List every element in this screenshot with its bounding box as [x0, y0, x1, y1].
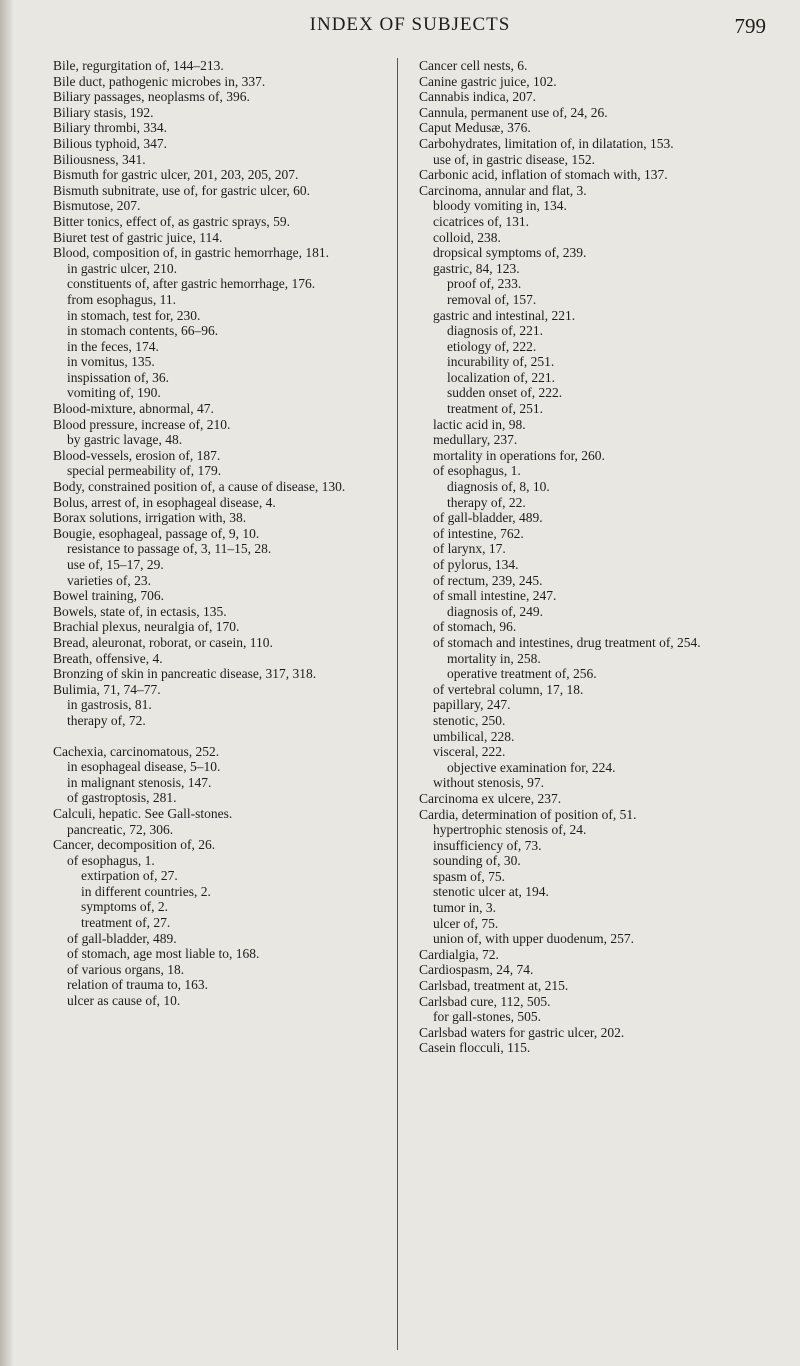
index-subentry: of gastroptosis, 281.: [67, 790, 177, 806]
index-subentry: for gall-stones, 505.: [433, 1009, 541, 1025]
index-entry: Caput Medusæ, 376.: [419, 120, 531, 136]
index-entry: Carcinoma, annular and flat, 3.: [419, 182, 587, 198]
index-entry: Bilious typhoid, 347.: [53, 135, 168, 151]
index-entry: Bismuth for gastric ulcer, 201, 203, 205, 207.: [53, 167, 299, 183]
index-subentry: from esophagus, 11.: [67, 291, 176, 307]
index-subentry: objective examination for, 224.: [447, 759, 616, 775]
section-gap: [53, 729, 388, 744]
index-subentry: constituents of, after gastric hemorrhage, 176.: [67, 276, 316, 292]
index-subentry: sudden onset of, 222.: [447, 385, 563, 401]
index-entry: Casein flocculi, 115.: [419, 1040, 531, 1056]
index-subentry: use of, in gastric disease, 152.: [433, 151, 595, 167]
index-entry: Bread, aleuronat, roborat, or casein, 110.: [53, 634, 273, 650]
index-subentry: sounding of, 30.: [433, 853, 521, 869]
index-subentry: diagnosis of, 221.: [447, 323, 543, 339]
index-entry: Cardia, determination of position of, 51.: [419, 806, 637, 822]
index-entry: Bulimia, 71, 74–77.: [53, 681, 161, 697]
index-subentry: spasm of, 75.: [433, 868, 505, 884]
index-subentry: gastric, 84, 123.: [433, 260, 520, 276]
index-subentry: relation of trauma to, 163.: [67, 977, 208, 993]
index-subentry: papillary, 247.: [433, 697, 511, 713]
index-subentry: in gastric ulcer, 210.: [67, 260, 178, 276]
index-entry: Breath, offensive, 4.: [53, 650, 163, 666]
index-entry: Bowel training, 706.: [53, 588, 164, 604]
index-entry: Cannabis indica, 207.: [419, 89, 536, 105]
index-entry: Biliary stasis, 192.: [53, 104, 154, 120]
index-entry: Blood pressure, increase of, 210.: [53, 416, 231, 432]
index-subentry: hypertrophic stenosis of, 24.: [433, 822, 587, 838]
index-subentry: treatment of, 251.: [447, 401, 543, 417]
index-entry: Cancer cell nests, 6.: [419, 58, 528, 73]
index-entry: Biliousness, 341.: [53, 151, 146, 167]
index-subentry: medullary, 237.: [433, 432, 518, 448]
index-entry: Cardialgia, 72.: [419, 946, 499, 962]
index-subentry: colloid, 238.: [433, 229, 501, 245]
index-subentry: diagnosis of, 249.: [447, 603, 543, 619]
index-entry: Bile duct, pathogenic microbes in, 337.: [53, 73, 266, 89]
index-subentry: cicatrices of, 131.: [433, 213, 529, 229]
index-subentry: ulcer as cause of, 10.: [67, 993, 181, 1009]
index-entry: Bismuth subnitrate, use of, for gastric ulcer, 60.: [53, 182, 311, 198]
index-entry: Cannula, permanent use of, 24, 26.: [419, 104, 608, 120]
index-subentry: in the feces, 174.: [67, 338, 159, 354]
index-subentry: bloody vomiting in, 134.: [433, 198, 567, 214]
index-subentry: in stomach, test for, 230.: [67, 307, 201, 323]
index-subentry: visceral, 222.: [433, 744, 506, 760]
index-entry: Cardiospasm, 24, 74.: [419, 962, 534, 978]
index-subentry: therapy of, 72.: [67, 712, 146, 728]
index-subentry: inspissation of, 36.: [67, 369, 170, 385]
index-entry: Bismutose, 207.: [53, 198, 141, 214]
index-subentry: without stenosis, 97.: [433, 775, 545, 791]
index-subentry: of small intestine, 247.: [433, 588, 557, 604]
index-subentry: in stomach contents, 66–96.: [67, 323, 219, 339]
index-subentry: mortality in operations for, 260.: [433, 447, 605, 463]
index-subentry: varieties of, 23.: [67, 572, 151, 588]
index-entry: Bougie, esophageal, passage of, 9, 10.: [53, 525, 260, 541]
index-entry: Carbohydrates, limitation of, in dilatation, 153.: [419, 135, 674, 151]
index-subentry: gastric and intestinal, 221.: [433, 307, 576, 323]
page-header: [40, 14, 780, 42]
index-subentry: of larynx, 17.: [433, 541, 506, 557]
index-entry: Bolus, arrest of, in esophageal disease, 4.: [53, 494, 276, 510]
index-subentry: of gall-bladder, 489.: [67, 930, 177, 946]
index-subentry: diagnosis of, 8, 10.: [447, 479, 550, 495]
index-column-left: [53, 58, 388, 1009]
index-subentry: in esophageal disease, 5–10.: [67, 759, 221, 775]
index-entry: Carcinoma ex ulcere, 237.: [419, 790, 562, 806]
index-subentry: in malignant stenosis, 147.: [67, 774, 212, 790]
index-entry: Blood-vessels, erosion of, 187.: [53, 447, 221, 463]
index-entry: Carlsbad waters for gastric ulcer, 202.: [419, 1024, 625, 1040]
page-number: 799: [734, 14, 766, 38]
index-subentry: of stomach and intestines, drug treatment of, 254.: [433, 634, 701, 650]
index-subentry: insufficiency of, 73.: [433, 837, 542, 853]
index-entry: Blood, composition of, in gastric hemorrhage, 181.: [53, 245, 329, 261]
page-binding-shadow: [0, 0, 14, 1366]
index-subentry: of various organs, 18.: [67, 961, 185, 977]
index-entry: Borax solutions, irrigation with, 38.: [53, 510, 247, 526]
index-subentry: etiology of, 222.: [447, 338, 537, 354]
index-entry: Biliary thrombi, 334.: [53, 120, 167, 136]
index-subentry: union of, with upper duodenum, 257.: [433, 931, 634, 947]
index-subentry: pancreatic, 72, 306.: [67, 821, 174, 837]
index-entry: Blood-mixture, abnormal, 47.: [53, 401, 214, 417]
index-entry: Biuret test of gastric juice, 114.: [53, 229, 223, 245]
index-entry: Brachial plexus, neuralgia of, 170.: [53, 619, 240, 635]
index-entry: Cachexia, carcinomatous, 252.: [53, 743, 220, 759]
index-entry: Bronzing of skin in pancreatic disease, 317, 318.: [53, 666, 317, 682]
index-entry: Body, constrained position of, a cause of disease, 130.: [53, 479, 346, 495]
running-head: INDEX OF SUBJECTS: [309, 14, 511, 35]
index-subentry: stenotic, 250.: [433, 712, 506, 728]
index-entry: Carlsbad, treatment at, 215.: [419, 978, 569, 994]
index-entry: Canine gastric juice, 102.: [419, 73, 557, 89]
index-subentry: of vertebral column, 17, 18.: [433, 681, 584, 697]
index-subentry: of esophagus, 1.: [67, 852, 155, 868]
index-subentry: treatment of, 27.: [81, 915, 171, 931]
index-subentry: in gastrosis, 81.: [67, 697, 152, 713]
index-entry: Bitter tonics, effect of, as gastric sprays, 59.: [53, 213, 291, 229]
column-divider: [397, 58, 398, 1350]
index-subentry: proof of, 233.: [447, 276, 522, 292]
index-subentry: of pylorus, 134.: [433, 557, 519, 572]
index-subentry: resistance to passage of, 3, 11–15, 28.: [67, 541, 272, 557]
index-subentry: umbilical, 228.: [433, 728, 515, 744]
index-subentry: removal of, 157.: [447, 291, 537, 307]
index-entry: Bile, regurgitation of, 144–213.: [53, 58, 224, 73]
index-subentry: in vomitus, 135.: [67, 354, 155, 370]
index-subentry: of stomach, 96.: [433, 619, 517, 635]
index-subentry: of intestine, 762.: [433, 525, 524, 541]
index-subentry: localization of, 221.: [447, 369, 555, 385]
index-entry: Calculi, hepatic. See Gall-stones.: [53, 805, 233, 821]
index-subentry: extirpation of, 27.: [81, 868, 178, 884]
index-subentry: tumor in, 3.: [433, 900, 496, 916]
index-entry: Carbonic acid, inflation of stomach with, 137.: [419, 167, 668, 183]
index-subentry: incurability of, 251.: [447, 354, 555, 370]
index-subentry: vomiting of, 190.: [67, 385, 161, 401]
index-subentry: of stomach, age most liable to, 168.: [67, 946, 260, 962]
index-subentry: symptoms of, 2.: [81, 899, 169, 915]
index-subentry: ulcer of, 75.: [433, 915, 499, 931]
index-entry: Biliary passages, neoplasms of, 396.: [53, 89, 250, 105]
index-subentry: of gall-bladder, 489.: [433, 510, 543, 526]
index-column-right: [419, 58, 774, 1056]
index-entry: Carlsbad cure, 112, 505.: [419, 993, 551, 1009]
index-subentry: therapy of, 22.: [447, 494, 526, 510]
index-entry: Cancer, decomposition of, 26.: [53, 837, 216, 853]
index-subentry: operative treatment of, 256.: [447, 666, 597, 682]
index-subentry: dropsical symptoms of, 239.: [433, 245, 587, 261]
index-subentry: of esophagus, 1.: [433, 463, 521, 479]
index-subentry: in different countries, 2.: [81, 883, 211, 899]
index-entry: Bowels, state of, in ectasis, 135.: [53, 603, 227, 619]
index-subentry: of rectum, 239, 245.: [433, 572, 543, 588]
index-subentry: by gastric lavage, 48.: [67, 432, 183, 448]
index-subentry: special permeability of, 179.: [67, 463, 222, 479]
index-subentry: stenotic ulcer at, 194.: [433, 884, 549, 900]
index-subentry: use of, 15–17, 29.: [67, 557, 164, 572]
index-subentry: mortality in, 258.: [447, 650, 541, 666]
index-subentry: lactic acid in, 98.: [433, 416, 526, 432]
